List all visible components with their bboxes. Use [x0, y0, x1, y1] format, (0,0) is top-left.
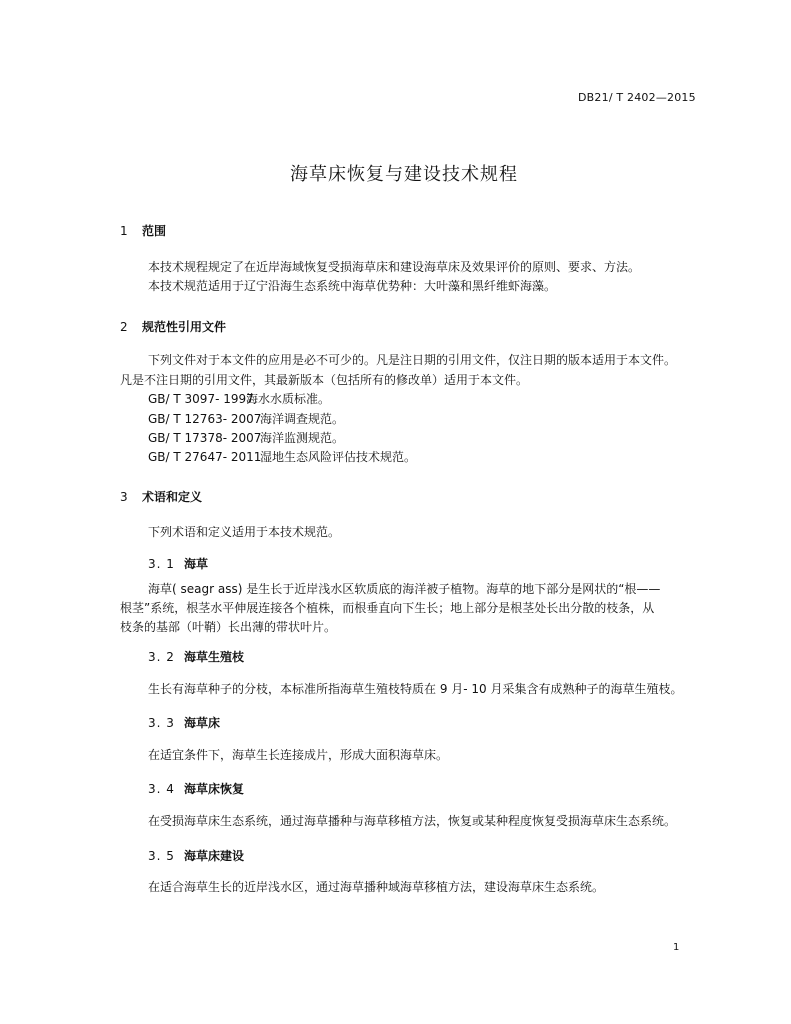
- section-number: 3: [120, 490, 128, 504]
- reference-code: GB/ T 17378- 2007: [148, 431, 262, 445]
- term-heading-seagrass-bed: [148, 714, 220, 731]
- term-number: 3. 1: [148, 557, 175, 571]
- term-title: 海草床建设: [184, 849, 245, 863]
- reference-name: 湿地生态风险评估技术规范。: [260, 450, 417, 464]
- paragraph: 本技术规范适用于辽宁沿海生态系统中海草优势种：大叶藻和黑纤维虾海藻。: [148, 279, 557, 293]
- page-number: 1: [673, 942, 680, 953]
- term-definition-line: 在受损海草床生态系统，通过海草播种与海草移植方法，恢复或某种程度恢复受损海草床生态系统。: [148, 814, 677, 828]
- section-title: 规范性引用文件: [142, 320, 227, 334]
- section-heading-scope: [120, 222, 166, 239]
- term-definition-line: 根茎”系统，根茎水平伸展连接各个植株，而根垂直向下生长；地上部分是根茎处长出分散的枝条，从: [120, 601, 655, 615]
- term-title: 海草: [184, 557, 209, 571]
- paragraph-line: 凡是不注日期的引用文件，其最新版本（包括所有的修改单）适用于本文件。: [120, 373, 529, 387]
- reference-code: GB/ T 27647- 2011: [148, 450, 262, 464]
- section-title: 术语和定义: [142, 490, 203, 504]
- reference-item: [148, 428, 344, 448]
- section-number: 2: [120, 320, 128, 334]
- reference-item: [148, 447, 416, 467]
- paragraph-line: 下列文件对于本文件的应用是必不可少的。凡是注日期的引用文件，仅注日期的版本适用于本文件。: [148, 353, 677, 367]
- term-definition-line: 海草( seagr ass) 是生长于近岸浅水区软质底的海洋被子植物。海草的地下部分是网状的“根——: [148, 582, 661, 596]
- section-title: 范围: [142, 224, 167, 238]
- term-title: 海草床恢复: [184, 782, 245, 796]
- page-title: 海草床恢复与建设技术规程: [290, 164, 518, 185]
- section-heading-terms: [120, 488, 202, 505]
- term-number: 3. 2: [148, 650, 175, 664]
- reference-code: GB/ T 12763- 2007: [148, 412, 262, 426]
- reference-item: [148, 389, 330, 409]
- paragraph: 下列术语和定义适用于本技术规范。: [148, 525, 341, 539]
- term-number: 3. 5: [148, 849, 175, 863]
- document-code: DB21/ T 2402—2015: [578, 91, 696, 104]
- reference-item: [148, 409, 344, 429]
- reference-name: 海洋调查规范。: [260, 412, 345, 426]
- term-heading-bed-restoration: [148, 780, 244, 797]
- reference-name: 海水水质标准。: [246, 392, 331, 406]
- term-title: 海草生殖枝: [184, 650, 245, 664]
- section-heading-normative-references: [120, 318, 226, 335]
- reference-code: GB/ T 3097- 1997: [148, 392, 254, 406]
- paragraph: 本技术规程规定了在近岸海域恢复受损海草床和建设海草床及效果评价的原则、要求、方法。: [148, 260, 641, 274]
- term-definition-line: 生长有海草种子的分枝，本标准所指海草生殖枝特质在 9 月- 10 月采集含有成熟种子的海草生殖枝。: [148, 682, 683, 696]
- reference-name: 海洋监测规范。: [260, 431, 345, 445]
- term-number: 3. 3: [148, 716, 175, 730]
- term-definition-line: 在适宜条件下，海草生长连接成片，形成大面积海草床。: [148, 748, 449, 762]
- term-title: 海草床: [184, 716, 221, 730]
- term-heading-reproductive-shoot: [148, 648, 244, 665]
- term-definition-line: 枝条的基部（叶鞘）长出薄的带状叶片。: [120, 620, 337, 634]
- term-heading-bed-construction: [148, 847, 244, 864]
- term-definition-line: 在适合海草生长的近岸浅水区，通过海草播种域海草移植方法，建设海草床生态系统。: [148, 880, 605, 894]
- section-number: 1: [120, 224, 128, 238]
- term-number: 3. 4: [148, 782, 175, 796]
- term-heading-seagrass: [148, 555, 208, 572]
